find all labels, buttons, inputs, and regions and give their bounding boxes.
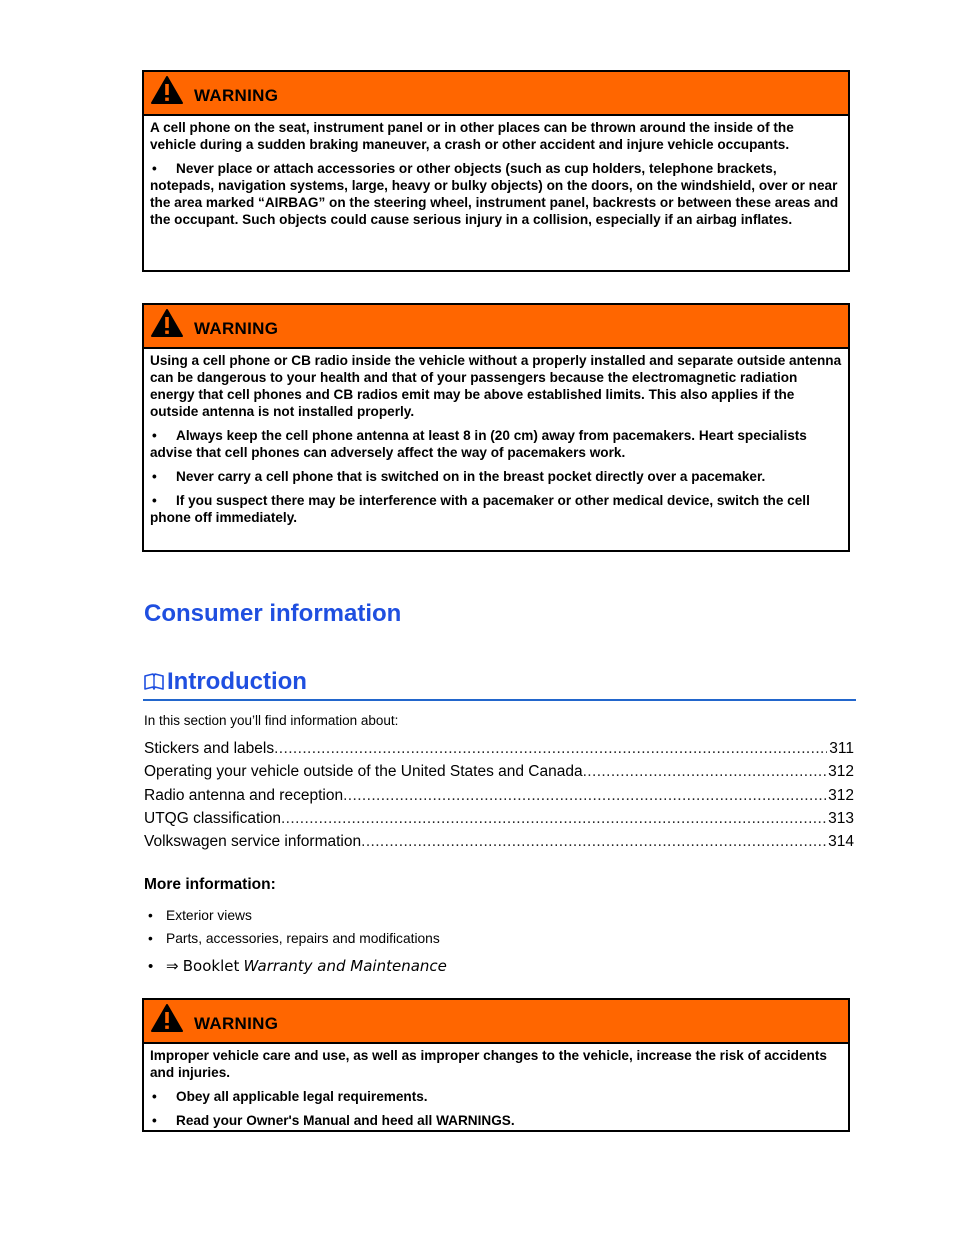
toc-leader-dots [274, 740, 827, 758]
toc-leader-dots [361, 833, 826, 851]
toc-entry-label: Volkswagen service information [144, 833, 362, 851]
intro-text: In this section you’ll find information about: [144, 713, 399, 728]
more-info-item-exterior-views[interactable]: • Exterior views [144, 904, 447, 927]
warning-triangle-icon [150, 1003, 184, 1033]
book-icon [143, 672, 165, 692]
arrow-right-icon: ⇒ [166, 957, 179, 975]
reference-booklet-label: Booklet [182, 957, 240, 975]
more-info-item-parts[interactable]: • Parts, accessories, repairs and modifications [144, 927, 447, 950]
toc-page-number: 312 [828, 763, 854, 781]
toc-leader-dots [281, 810, 826, 828]
bullet: • [148, 931, 153, 946]
warning-body [144, 349, 848, 532]
toc-page-number: 311 [829, 740, 854, 757]
toc-entry-utqg[interactable] [144, 810, 854, 833]
warning-header [144, 1000, 848, 1044]
reference-booklet-title: Warranty and Maintenance [243, 957, 447, 975]
warning-box-cell-phone-objects [142, 70, 850, 272]
toc-entry-service-info[interactable] [144, 833, 854, 856]
subsection-heading [143, 668, 856, 701]
warning-bullet-item: • Never carry a cell phone that is switched on in the breast pocket directly over a pacemaker. [152, 469, 766, 484]
warning-title: WARNING [194, 86, 279, 105]
warning-body [144, 1044, 848, 1135]
toc-leader-dots [583, 763, 827, 781]
toc-entry-label: Operating your vehicle outside of the United States and Canada [144, 763, 583, 781]
warning-bullet-item: • Read your Owner's Manual and heed all WARNINGS. [152, 1113, 515, 1128]
toc-leader-dots [343, 787, 826, 805]
toc-entry-operating-outside[interactable] [144, 763, 854, 786]
toc-entry-radio-antenna[interactable] [144, 787, 854, 810]
subsection-title: Introduction [167, 668, 307, 695]
toc-list [144, 740, 854, 856]
warning-bullet-item: • Always keep the cell phone antenna at least 8 in (20 cm) away from pacemakers. Heart specialists advise that cell phones can adversely affect the way of pacemakers work. [150, 428, 807, 460]
toc-page-number: 314 [828, 833, 854, 851]
warning-triangle-icon [150, 75, 184, 105]
warning-box-cell-phone-antenna [142, 303, 850, 552]
warning-header [144, 305, 848, 349]
warning-box-vehicle-care [142, 998, 850, 1132]
bullet: • [148, 957, 154, 975]
toc-entry-label: Stickers and labels [144, 740, 275, 757]
warning-paragraph: Improper vehicle care and use, as well as improper changes to the vehicle, increase the risk of accidents and injuries. [150, 1048, 827, 1080]
more-info-title: More information: [144, 876, 276, 893]
section-title: Consumer information [144, 600, 402, 627]
warning-paragraph: Using a cell phone or CB radio inside the vehicle without a properly installed and separate outside antenna can be dangerous to your health and that of your passengers because the electromagnetic radiation energy that cell phones and CB radios emit may be above established limits. This also applies if the outside antenna is not installed properly. [150, 353, 842, 419]
toc-entry-label: UTQG classification [144, 809, 281, 827]
warning-bullet-item: • If you suspect there may be interference with a pacemaker or other medical device, switch the cell phone off immediately. [150, 493, 810, 525]
warning-title: WARNING [194, 1014, 279, 1033]
toc-entry-label: Radio antenna and reception [144, 786, 344, 804]
warning-body [144, 116, 848, 234]
warning-header [144, 72, 848, 116]
warning-bullet-item: • Obey all applicable legal requirements. [152, 1089, 428, 1104]
toc-page-number: 312 [828, 786, 854, 804]
warning-bullet-item: • Never place or attach accessories or other objects (such as cup holders, telephone brackets, notepads, navigation systems, large, heavy or bulky objects) on the doors, on the windshield, over or near the area marked “AIRBAG” on the steering wheel, instrument panel, backrests or between these areas and the occupant. Such objects could cause serious injury in a collision, especially if an airbag inflates. [150, 161, 839, 227]
warning-title: WARNING [194, 319, 279, 338]
more-info-item-warranty-booklet[interactable] [144, 950, 447, 982]
warning-paragraph: A cell phone on the seat, instrument panel or in other places can be thrown around the inside of the vehicle during a sudden braking maneuver, a crash or other accident and injure vehicle occupants. [150, 120, 794, 152]
bullet: • [148, 908, 153, 923]
more-info-list [144, 904, 447, 982]
warning-triangle-icon [150, 308, 184, 338]
toc-page-number: 313 [828, 809, 854, 827]
toc-entry-stickers[interactable] [144, 740, 854, 763]
